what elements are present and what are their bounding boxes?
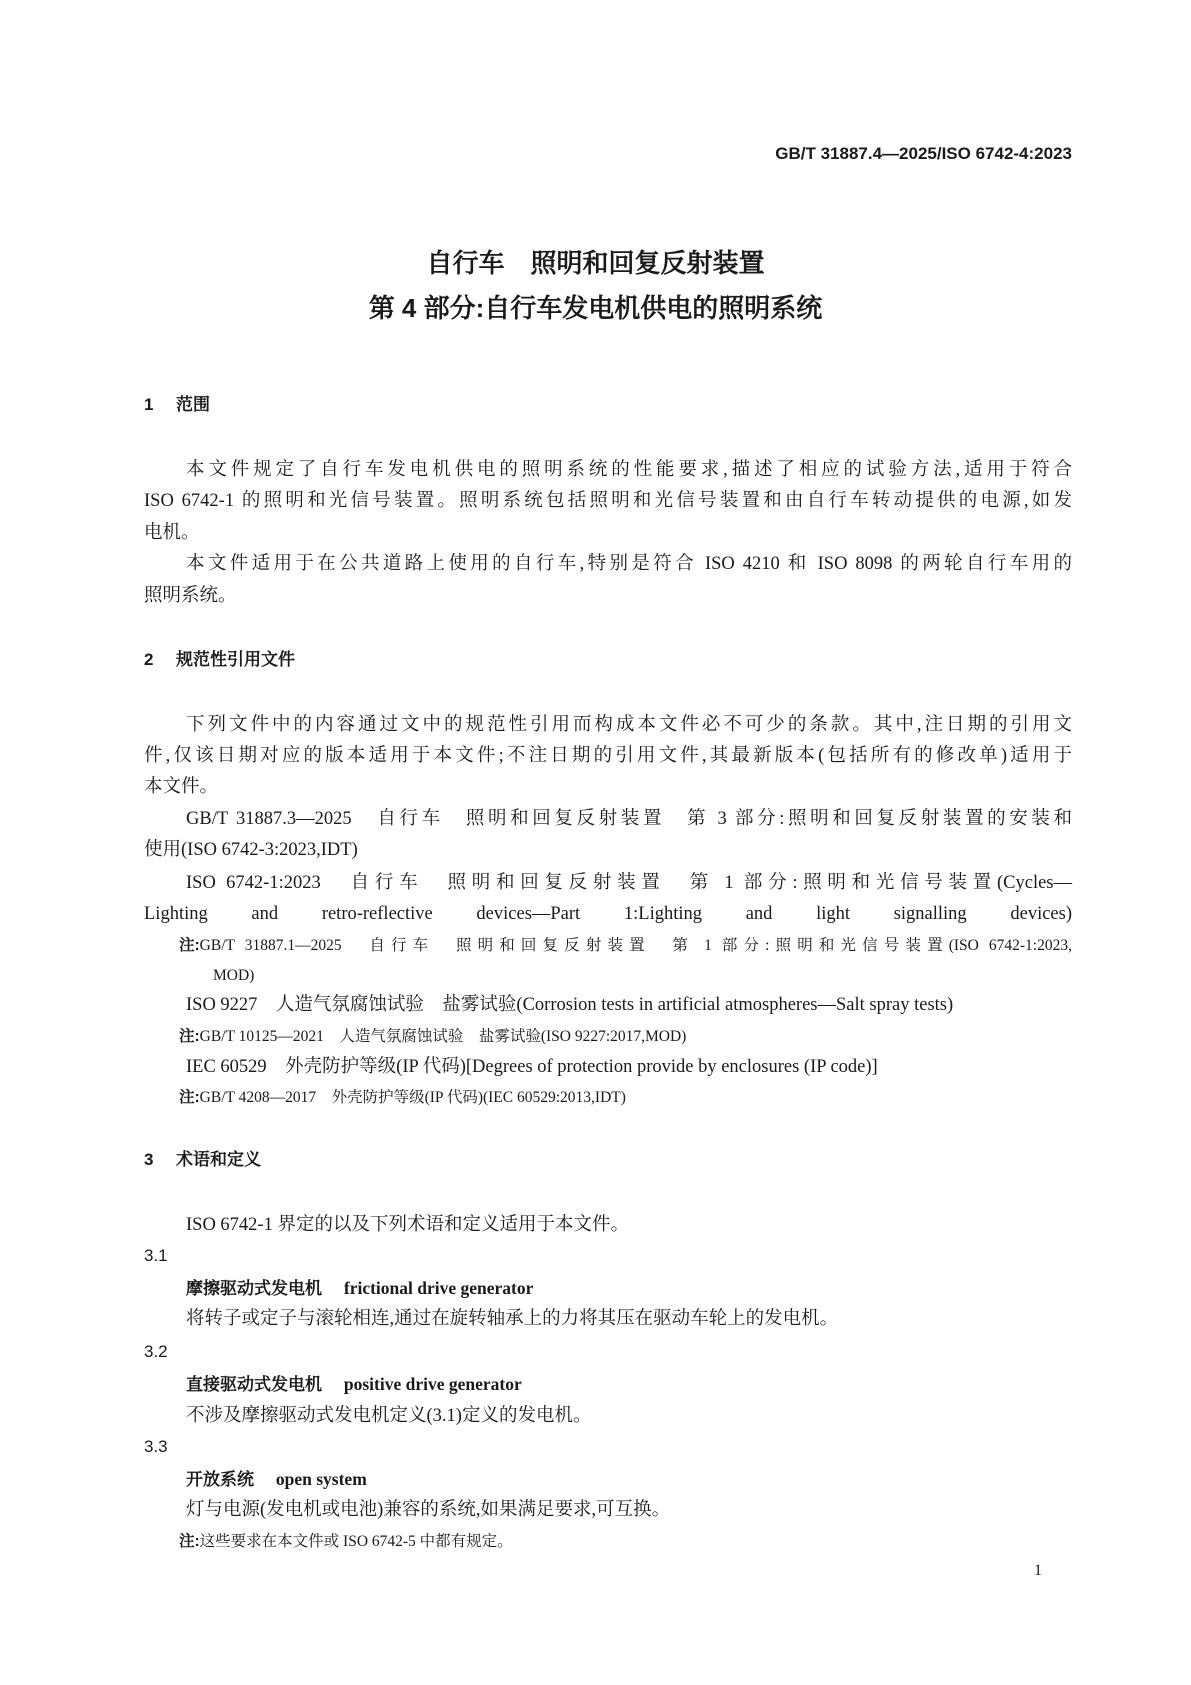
paragraph-line: 本文件。 — [144, 777, 219, 797]
term-number: 3.1 — [144, 1246, 168, 1265]
term-zh: 摩擦驱动式发电机 — [186, 1279, 322, 1298]
term-note — [179, 1530, 1072, 1554]
section-1-heading — [144, 393, 1072, 417]
document-title: 自行车 照明和回复反射装置 — [426, 248, 765, 278]
paragraph-line: 本文件适用于在公共道路上使用的自行车,特别是符合 ISO 4210 和 ISO 8098 的两轮自行车用的 — [186, 554, 1072, 574]
term-zh: 直接驱动式发电机 — [186, 1375, 322, 1394]
section-3-heading — [144, 1148, 1072, 1172]
note-text: 这些要求在本文件或 ISO 6742-5 中都有规定。 — [199, 1533, 513, 1550]
term-en: positive drive generator — [343, 1374, 522, 1394]
term-definition: 灯与电源(发电机或电池)兼容的系统,如果满足要求,可互换。 — [186, 1500, 671, 1520]
term-heading — [186, 1467, 1114, 1492]
paragraph-line: 电机。 — [144, 523, 200, 543]
note-label: 注: — [179, 1089, 200, 1106]
reference-note — [179, 934, 1072, 958]
paragraph-line: 照明系统。 — [144, 586, 237, 606]
note-label: 注: — [179, 1028, 200, 1045]
term-heading — [186, 1372, 1114, 1397]
note-label: 注: — [179, 1533, 200, 1550]
document-header-code: GB/T 31887.4—2025/ISO 6742-4:2023 — [775, 144, 1072, 163]
term-number: 3.2 — [144, 1342, 168, 1361]
section-title: 范围 — [176, 395, 210, 414]
note-text: GB/T 4208—2017 外壳防护等级(IP 代码)(IEC 60529:2013,IDT) — [199, 1089, 626, 1106]
reference-entry: GB/T 31887.3—2025 自行车 照明和回复反射装置 第 3 部分:照明和回复反射装置的安装和 — [186, 809, 1072, 829]
paragraph-line: ISO 6742-1 的照明和光信号装置。照明系统包括照明和光信号装置和由自行车转动提供的电源,如发 — [144, 491, 1072, 511]
term-en: open system — [275, 1469, 367, 1489]
section-number: 3 — [144, 1150, 154, 1169]
reference-entry-cont: 使用(ISO 6742-3:2023,IDT) — [144, 840, 358, 860]
term-zh: 开放系统 — [186, 1470, 254, 1489]
section-title: 术语和定义 — [176, 1150, 261, 1169]
document-subtitle: 第 4 部分:自行车发电机供电的照明系统 — [368, 293, 823, 323]
paragraph-line: 下列文件中的内容通过文中的规范性引用而构成本文件必不可少的条款。其中,注日期的引用文 — [186, 715, 1072, 735]
term-heading — [186, 1276, 1114, 1301]
note-text: GB/T 10125—2021 人造气氛腐蚀试验 盐雾试验(ISO 9227:2017,MOD) — [199, 1028, 687, 1045]
reference-note — [179, 1086, 1072, 1110]
paragraph-line: ISO 6742-1 界定的以及下列术语和定义适用于本文件。 — [186, 1215, 629, 1235]
reference-entry: ISO 9227 人造气氛腐蚀试验 盐雾试验(Corrosion tests in artificial atmospheres—Salt spray tests) — [186, 995, 954, 1015]
reference-entry: IEC 60529 外壳防护等级(IP 代码)[Degrees of protection provide by enclosures (IP code)] — [186, 1057, 878, 1077]
page-number: 1 — [1034, 1562, 1042, 1579]
reference-entry: ISO 6742-1:2023 自行车 照明和回复反射装置 第 1 部分:照明和光信号装置(Cycles— — [186, 873, 1072, 893]
note-text: GB/T 31887.1—2025 自行车 照明和回复反射装置 第 1 部分:照明和光信号装置(ISO 6742-1:2023, — [199, 937, 1072, 954]
note-label: 注: — [179, 937, 200, 954]
paragraph-line: 本文件规定了自行车发电机供电的照明系统的性能要求,描述了相应的试验方法,适用于符合 — [186, 460, 1072, 480]
term-number: 3.3 — [144, 1437, 168, 1456]
reference-entry-cont: Lighting and retro-reflective devices—Part 1:Lighting and light signalling devices) — [144, 904, 1072, 924]
section-2-heading — [144, 648, 1072, 672]
term-definition: 不涉及摩擦驱动式发电机定义(3.1)定义的发电机。 — [186, 1406, 592, 1426]
section-number: 1 — [144, 395, 154, 414]
reference-note — [179, 1025, 1072, 1049]
section-number: 2 — [144, 650, 154, 669]
section-title: 规范性引用文件 — [176, 650, 295, 669]
paragraph-line: 件,仅该日期对应的版本适用于本文件;不注日期的引用文件,其最新版本(包括所有的修改单)适用于 — [144, 746, 1072, 766]
term-en: frictional drive generator — [343, 1278, 534, 1298]
reference-note-cont: MOD) — [213, 967, 255, 984]
term-definition: 将转子或定子与滚轮相连,通过在旋转轴承上的力将其压在驱动车轮上的发电机。 — [186, 1309, 839, 1329]
